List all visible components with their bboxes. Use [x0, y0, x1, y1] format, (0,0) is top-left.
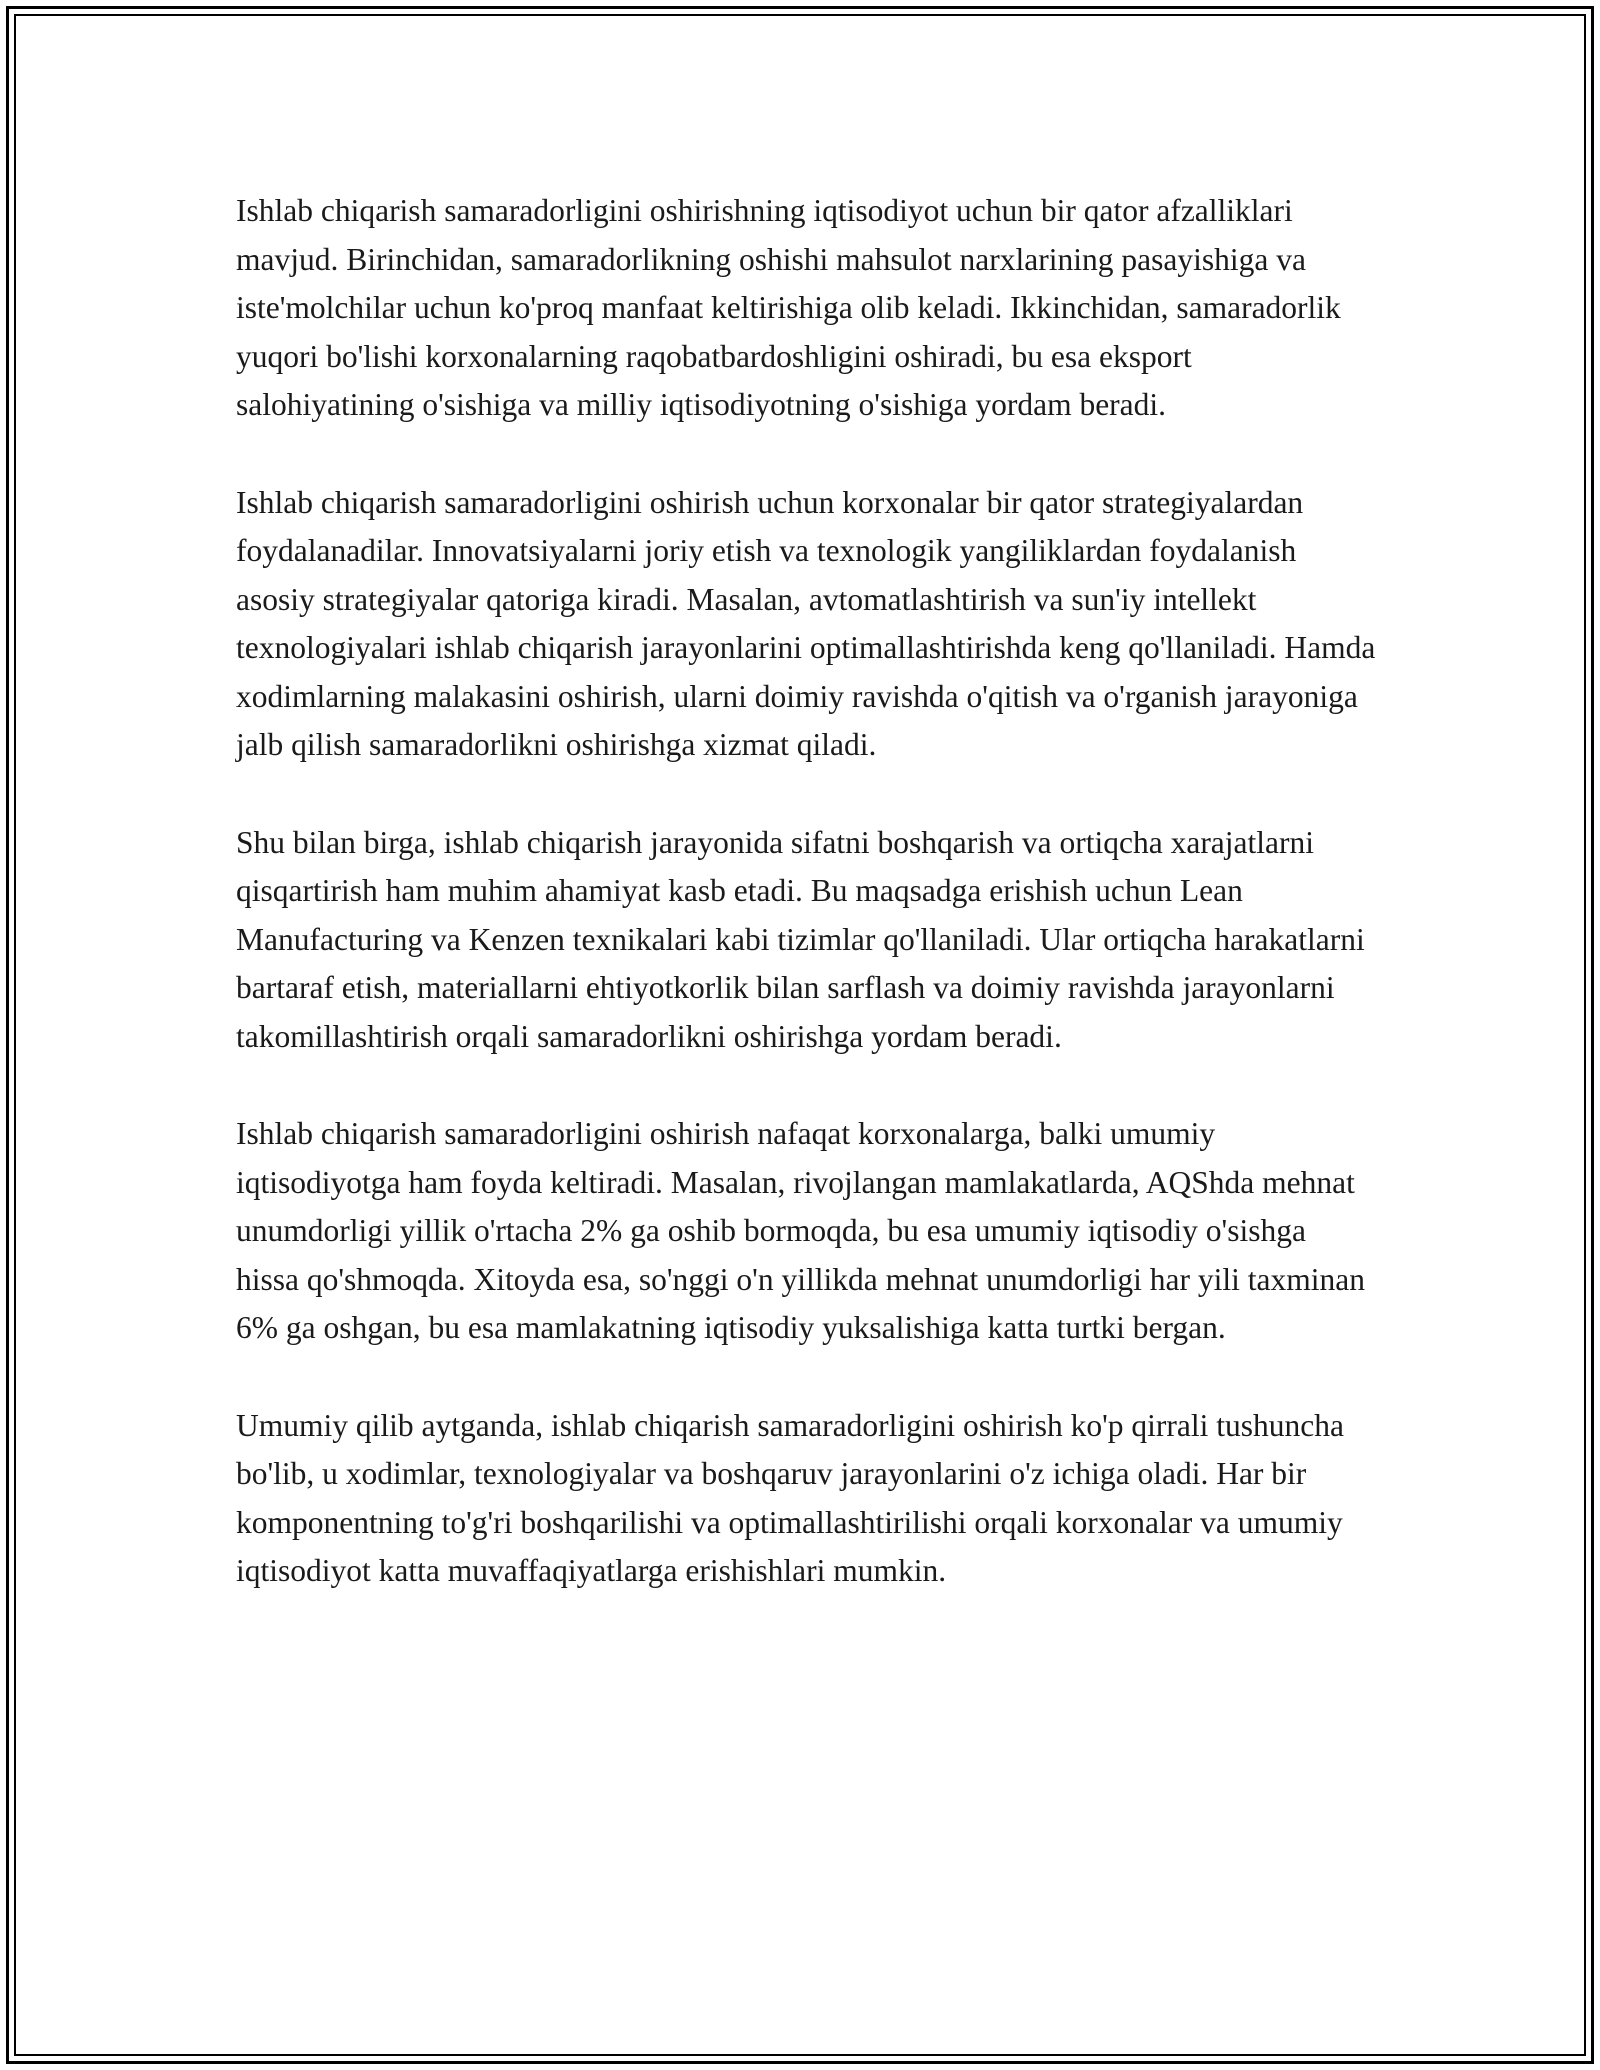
paragraph-5: Umumiy qilib aytganda, ishlab chiqarish samaradorligini oshirish ko'p qirrali tushuncha bo'lib, u xodimlar, texnologiyalar va boshqaruv jarayonlarini o'z ichiga oladi. Har bir komponentning to'g'ri boshqarilishi va optimallashtirilishi orqali korxonalar va umumiy iqtisodiyot katta muvaffaqiyatlarga erishishlari mumkin.: [236, 1407, 1344, 1588]
paragraph-2: Ishlab chiqarish samaradorligini oshirish uchun korxonalar bir qator strategiyalardan foydalanadilar. Innovatsiyalarni joriy etish va texnologik yangiliklardan foydalanish asosiy strategiyalar qatoriga kiradi. Masalan, avtomatlashtirish va sun'iy intellekt texnologiyalari ishlab chiqarish jarayonlarini optimallashtirishda keng qo'llaniladi. Hamda xodimlarning malakasini oshirish, ularni doimiy ravishda o'qitish va o'rganish jarayoniga jalb qilish samaradorlikni oshirishga xizmat qiladi.: [236, 484, 1376, 762]
paragraph-4: Ishlab chiqarish samaradorligini oshirish nafaqat korxonalarga, balki umumiy iqtisodiyotga ham foyda keltiradi. Masalan, rivojlangan mamlakatlarda, AQShda mehnat unumdorligi yillik o'rtacha 2% ga oshib bormoqda, bu esa umumiy iqtisodiy o'sishga hissa qo'shmoqda. Xitoyda esa, so'nggi o'n yillikda mehnat unumdorligi har yili taxminan 6% ga oshgan, bu esa mamlakatning iqtisodiy yuksalishiga katta turtki bergan.: [236, 1116, 1366, 1345]
document-body: [236, 187, 1376, 1596]
paragraph-3: Shu bilan birga, ishlab chiqarish jarayonida sifatni boshqarish va ortiqcha xarajatlarni qisqartirish ham muhim ahamiyat kasb etadi. Bu maqsadga erishish uchun Lean Manufacturing va Kenzen texnikalari kabi tizimlar qo'llaniladi. Ular ortiqcha harakatlarni bartaraf etish, materiallarni ehtiyotkorlik bilan sarflash va doimiy ravishda jarayonlarni takomillashtirish orqali samaradorlikni oshirishga yordam beradi.: [236, 824, 1365, 1054]
paragraph-1: Ishlab chiqarish samaradorligini oshirishning iqtisodiyot uchun bir qator afzalliklari mavjud. Birinchidan, samaradorlikning oshishi mahsulot narxlarining pasayishiga va iste'molchilar uchun ko'proq manfaat keltirishiga olib keladi. Ikkinchidan, samaradorlik yuqori bo'lishi korxonalarning raqobatbardoshligini oshiradi, bu esa eksport salohiyatining o'sishiga va milliy iqtisodiyotning o'sishiga yordam beradi.: [236, 193, 1341, 422]
